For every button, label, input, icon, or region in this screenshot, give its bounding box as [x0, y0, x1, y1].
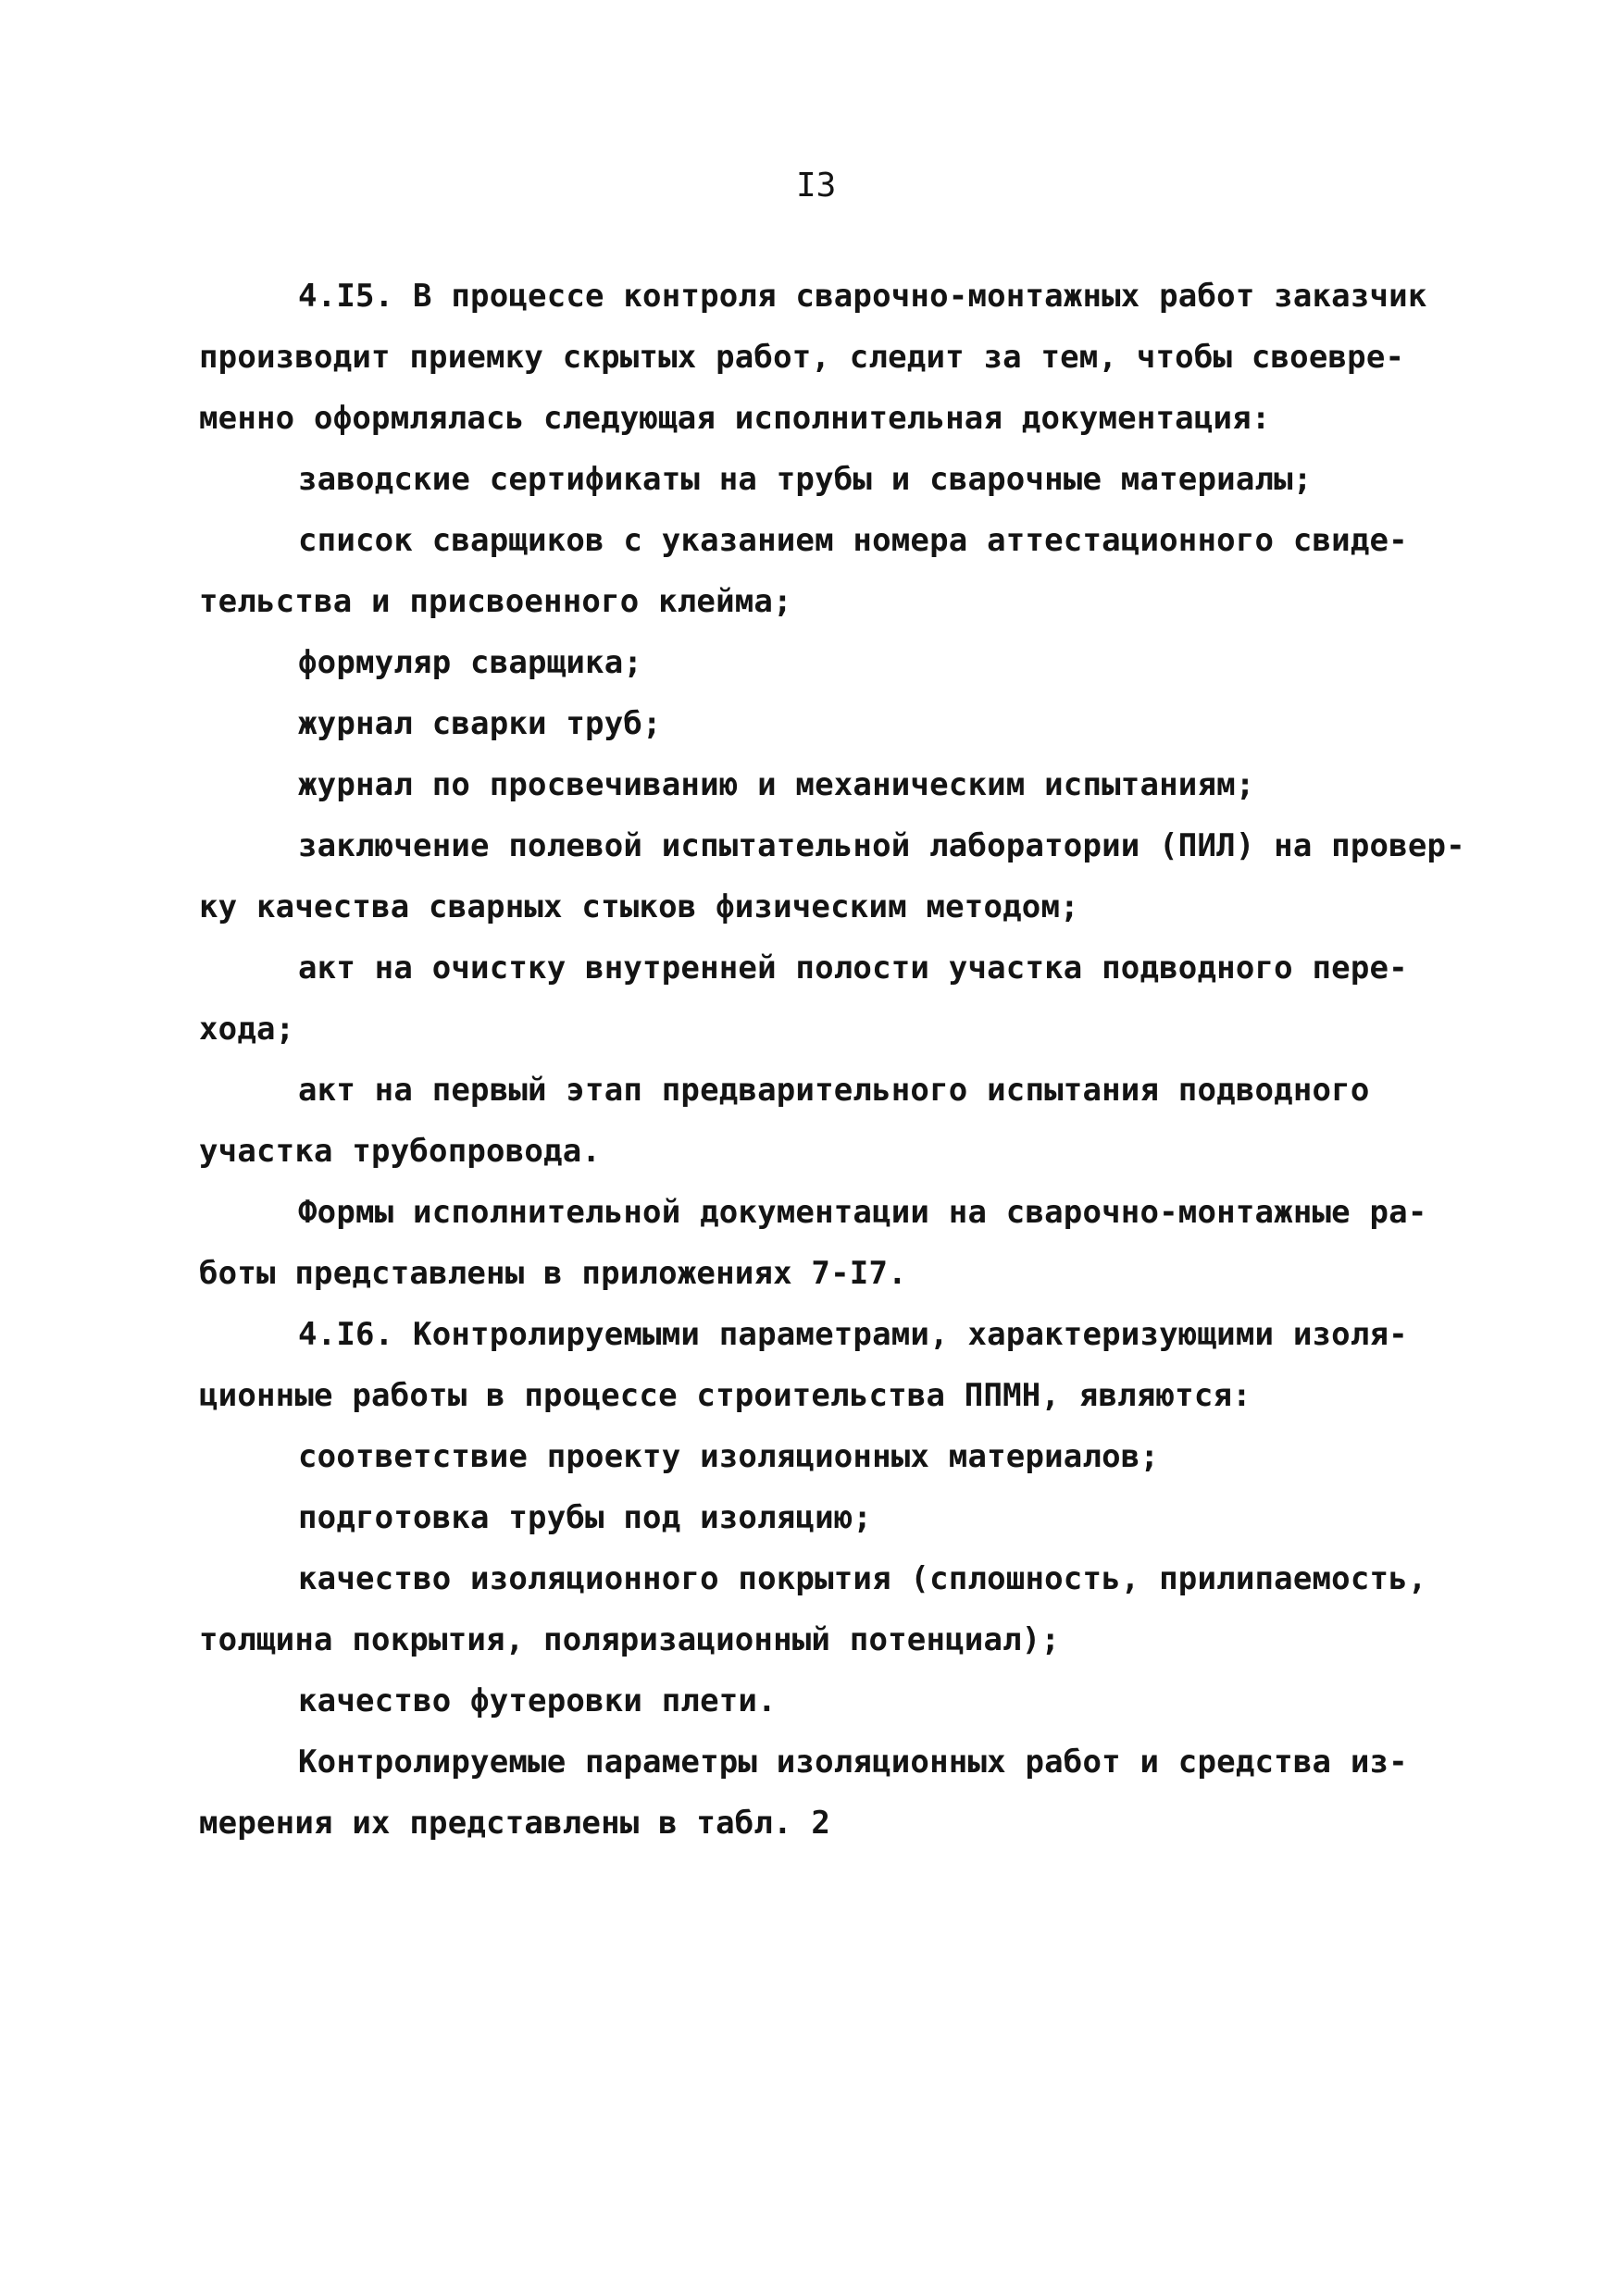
text-line: производит приемку скрытых работ, следит за тем, чтобы своевре-	[199, 339, 1405, 376]
text-line: заводские сертификаты на трубы и сварочные материалы;	[298, 461, 1313, 498]
text-line: акт на первый этап предварительного испытания подводного	[298, 1072, 1370, 1109]
text-line: журнал сварки труб;	[298, 705, 662, 742]
text-line: качество изоляционного покрытия (сплошность, прилипаемость,	[298, 1560, 1427, 1597]
text-line: подготовка трубы под изоляцию;	[298, 1499, 873, 1536]
text-line: формуляр сварщика;	[298, 644, 643, 681]
text-line: ку качества сварных стыков физическим методом;	[199, 888, 1079, 925]
text-line: соответствие проекту изоляционных материалов;	[298, 1438, 1160, 1475]
text-line: боты представлены в приложениях 7-I7.	[199, 1255, 907, 1292]
text-line: толщина покрытия, поляризационный потенциал);	[199, 1621, 1061, 1658]
text-line: 4.I6. Контролируемыми параметрами, характеризующими изоля-	[298, 1316, 1408, 1353]
text-line: акт на очистку внутренней полости участка подводного пере-	[298, 949, 1408, 987]
text-line: ционные работы в процессе строительства ППМН, являются:	[199, 1377, 1252, 1414]
text-line: Формы исполнительной документации на сварочно-монтажные ра-	[298, 1194, 1427, 1231]
text-line: менно оформлялась следующая исполнительная документация:	[199, 400, 1271, 437]
text-line: тельства и присвоенного клейма;	[199, 583, 792, 620]
text-line: качество футеровки плети.	[298, 1682, 777, 1719]
text-line: список сварщиков с указанием номера аттестационного свиде-	[298, 522, 1408, 559]
text-line: 4.I5. В процессе контроля сварочно-монтажных работ заказчик	[298, 278, 1427, 315]
text-line: заключение полевой испытательной лаборатории (ПИЛ) на провер-	[298, 827, 1465, 864]
page-number: I3	[796, 167, 837, 205]
text-line: журнал по просвечиванию и механическим испытаниям;	[298, 766, 1255, 803]
text-line: Контролируемые параметры изоляционных работ и средства из-	[298, 1744, 1408, 1781]
text-line: хода;	[199, 1011, 295, 1048]
text-line: участка трубопровода.	[199, 1133, 602, 1170]
text-line: мерения их представлены в табл. 2	[199, 1805, 831, 1842]
